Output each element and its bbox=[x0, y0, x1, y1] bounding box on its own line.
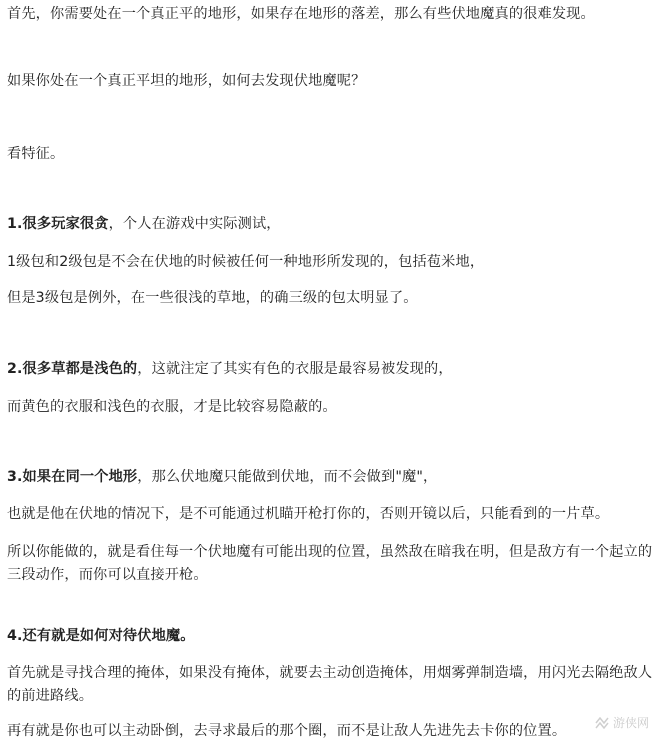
section-4-line-2: 首先就是寻找合理的掩体，如果没有掩体，就要去主动创造掩体，用烟雾弹制造墙，用闪光去隔绝敌人的前进路线。 bbox=[7, 665, 653, 704]
section-2-heading-rest: ，这就注定了其实有色的衣服是最容易被发现的， bbox=[137, 361, 453, 377]
section-1-line-3: 但是3级包是例外，在一些很浅的草地，的确三级的包太明显了。 bbox=[7, 290, 418, 306]
section-1-heading-rest: ，个人在游戏中实际测试， bbox=[108, 216, 281, 232]
watermark-text: 游侠网 bbox=[612, 716, 649, 730]
section-3-line-2: 也就是他在伏地的情况下，是不可能通过机瞄开枪打你的，否则开镜以后，只能看到的一片草。 bbox=[7, 506, 610, 522]
section-2-heading: 2.很多草都是浅色的 bbox=[7, 361, 138, 377]
section-3-line-1 bbox=[7, 466, 657, 488]
paragraph-question: 如果你处在一个真正平坦的地形，如何去发现伏地魔呢？ bbox=[7, 73, 366, 89]
section-2-line-2: 而黄色的衣服和浅色的衣服，才是比较容易隐蔽的。 bbox=[7, 399, 337, 415]
section-4-line-3: 再有就是你也可以主动卧倒，去寻求最后的那个圈，而不是让敌人先进先去卡你的位置。 bbox=[7, 723, 567, 739]
section-4-line-1 bbox=[7, 625, 657, 647]
section-1-line-1 bbox=[7, 213, 657, 235]
section-1-heading: 1.很多玩家很贪 bbox=[7, 216, 109, 232]
section-2-line-1 bbox=[7, 358, 657, 380]
paragraph-look-features: 看特征。 bbox=[7, 146, 65, 162]
section-3-heading: 3.如果在同一个地形 bbox=[7, 469, 138, 485]
section-3-line-3: 所以你能做的，就是看住每一个伏地魔有可能出现的位置，虽然敌在暗我在明，但是敌方有一个起立的三段动作，而你可以直接开枪。 bbox=[7, 544, 653, 583]
section-1-line-2: 1级包和2级包是不会在伏地的时候被任何一种地形所发现的，包括苞米地， bbox=[7, 254, 485, 270]
paragraph-intro: 首先，你需要处在一个真正平的地形，如果存在地形的落差，那么有些伏地魔真的很难发现。 bbox=[7, 6, 595, 22]
site-watermark bbox=[595, 714, 649, 731]
section-3-heading-rest: ，那么伏地魔只能做到伏地，而不会做到"魔"， bbox=[137, 469, 438, 485]
watermark-icon bbox=[595, 717, 609, 729]
section-4-heading: 4.还有就是如何对待伏地魔。 bbox=[7, 628, 195, 644]
